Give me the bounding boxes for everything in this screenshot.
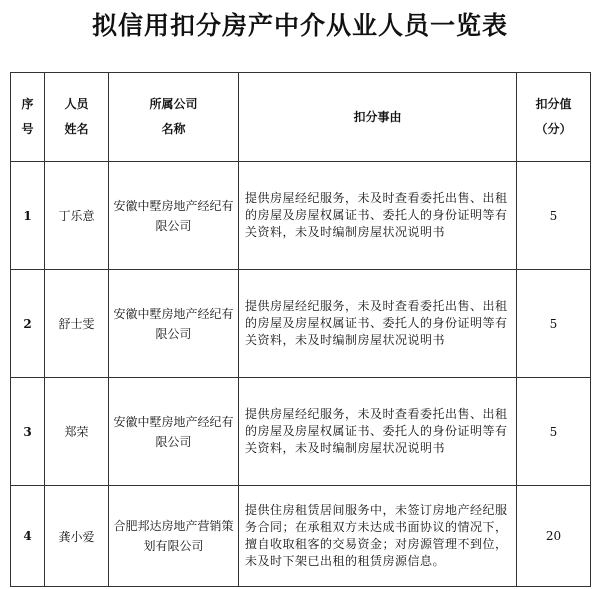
- row-name: 舒士雯: [45, 270, 109, 378]
- row-name: 龚小爱: [45, 486, 109, 587]
- row-score: 5: [517, 270, 591, 378]
- row-name: 丁乐意: [45, 162, 109, 270]
- table-row: [11, 378, 591, 486]
- row-company: 安徽中墅房地产经纪有限公司: [109, 270, 239, 378]
- page-title: 拟信用扣分房产中介从业人员一览表: [91, 11, 508, 40]
- header-score-line2: （分）: [535, 122, 572, 136]
- header-name: [45, 73, 109, 162]
- row-score: 5: [517, 378, 591, 486]
- row-company: 安徽中墅房地产经纪有限公司: [109, 378, 239, 486]
- table-header-row: [11, 73, 591, 162]
- header-reason: 扣分事由: [239, 73, 517, 162]
- header-name-line2: 姓名: [64, 122, 89, 136]
- header-index-line2: 号: [21, 122, 34, 136]
- table-row: [11, 486, 591, 587]
- header-index-line1: 序: [21, 97, 34, 111]
- row-company: 安徽中墅房地产经纪有限公司: [109, 162, 239, 270]
- row-index: 1: [11, 162, 45, 270]
- header-company-line2: 名称: [161, 122, 186, 136]
- header-index: [11, 73, 45, 162]
- header-name-line1: 人员: [64, 97, 89, 111]
- header-company-line1: 所属公司: [149, 97, 198, 111]
- row-index: 3: [11, 378, 45, 486]
- row-score: 5: [517, 162, 591, 270]
- header-company: [109, 73, 239, 162]
- row-index: 2: [11, 270, 45, 378]
- row-name: 郑荣: [45, 378, 109, 486]
- header-score-line1: 扣分值: [535, 97, 572, 111]
- table-row: [11, 270, 591, 378]
- row-reason: 提供住房租赁居间服务中，未签订房地产经纪服务合同；在承租双方未达成书面协议的情况下，擅自收取租客的交易资金；对房源管理不到位，未及时下架已出租的租赁房源信息。: [239, 486, 517, 587]
- table-row: [11, 162, 591, 270]
- row-reason: 提供房屋经纪服务，未及时查看委托出售、出租的房屋及房屋权属证书、委托人的身份证明等有关资料，未及时编制房屋状况说明书: [239, 162, 517, 270]
- row-reason: 提供房屋经纪服务，未及时查看委托出售、出租的房屋及房屋权属证书、委托人的身份证明等有关资料，未及时编制房屋状况说明书: [239, 270, 517, 378]
- row-reason: 提供房屋经纪服务，未及时查看委托出售、出租的房屋及房屋权属证书、委托人的身份证明等有关资料，未及时编制房屋状况说明书: [239, 378, 517, 486]
- header-score: [517, 73, 591, 162]
- row-company: 合肥邦达房地产营销策划有限公司: [109, 486, 239, 587]
- row-index: 4: [11, 486, 45, 587]
- row-score: 20: [517, 486, 591, 587]
- penalty-table: [10, 72, 591, 587]
